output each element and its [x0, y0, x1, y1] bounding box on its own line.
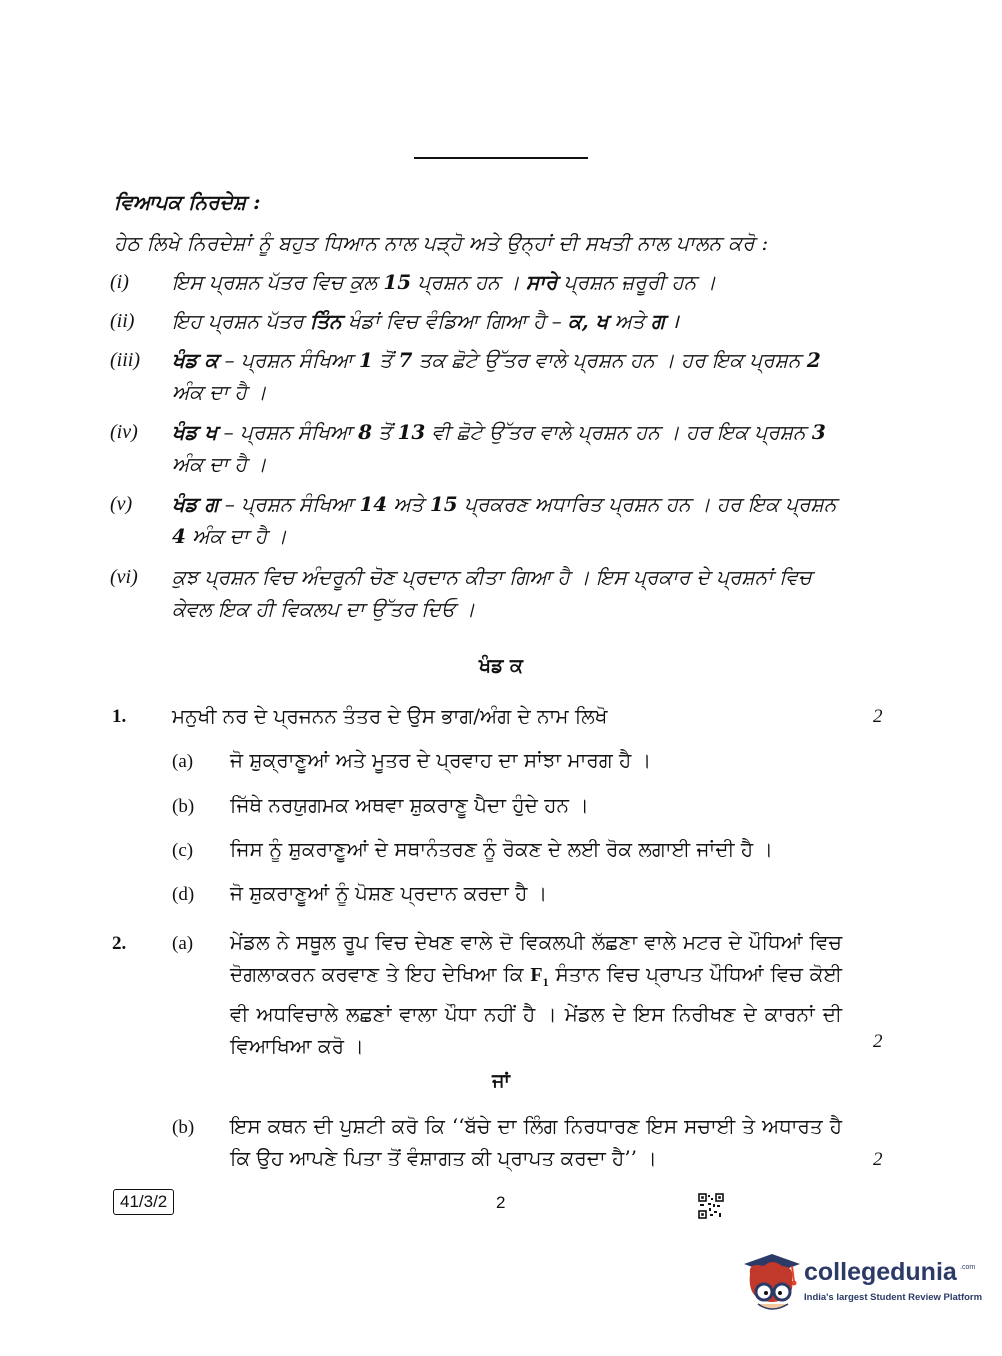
sub-question-label: (a) [172, 751, 194, 772]
question-number: 1. [112, 706, 127, 727]
instruction-number: (iii) [110, 349, 140, 371]
instruction-item [110, 416, 850, 480]
sub-question-text: ਜੋ ਸ਼ੁਕਰਾਣੂਆਂ ਨੂੰ ਪੋਸ਼ਣ ਪ੍ਰਦਾਨ ਕਰਦਾ ਹੈ । [230, 881, 548, 905]
top-rule [414, 157, 588, 159]
instruction-text: ਕੁਝ ਪ੍ਰਸ਼ਨ ਵਿਚ ਅੰਦਰੂਨੀ ਚੋਣ ਪ੍ਰਦਾਨ ਕੀਤਾ ਗਿਆ ਹੈ । ਇਸ ਪ੍ਰਕਾਰ ਦੇ ਪ੍ਰਸ਼ਨਾਂ ਵਿਚ ਕੇਵਲ ਇਕ ਹੀ ਵਿਕਲਪ ਦਾ ਉੱਤਰ ਦਿਓ । [172, 565, 812, 621]
question-marks: 2 [873, 1149, 883, 1170]
sub-question-label: (c) [172, 840, 194, 861]
sub-question-label: (a) [172, 933, 194, 954]
sub-question-text: ਜਿੱਥੇ ਨਰਯੁਗਮਕ ਅਥਵਾ ਸ਼ੁਕਰਾਣੂ ਪੈਦਾ ਹੁੰਦੇ ਹਨ । [230, 793, 589, 817]
sub-question-text: ਮੇਂਡਲ ਨੇ ਸਥੂਲ ਰੂਪ ਵਿਚ ਦੇਖਣ ਵਾਲੇ ਦੋ ਵਿਕਲਪੀ ਲੱਛਣਾ ਵਾਲੇ ਮਟਰ ਦੇ ਪੌਧਿਆਂ ਵਿਚ ਦੋਗਲਾਕਰਨ ਕਰਵਾਣ ਤੇ ਇਹ ਦੇਖਿਆ ਕਿ $F_1$ ਸੰਤਾਨ ਵਿਚ ਪ੍ਰਾਪਤ ਪੌਧਿਆਂ ਵਿਚ ਕੋਈ ਵੀ ਅਧਵਿਚਾਲੇ ਲਛਣਾਂ ਵਾਲਾ ਪੌਧਾ ਨਹੀਂ ਹੈ । ਮੇਂਡਲ ਦੇ ਇਸ ਨਿਰੀਖਣ ਦੇ ਕਾਰਨਾਂ ਦੀ ਵਿਆਖਿਆ ਕਰੋ । [230, 930, 842, 1058]
instruction-text: ਖੰਡ ਖ – ਪ੍ਰਸ਼ਨ ਸੰਖਿਆ 8 ਤੋਂ 13 ਵੀ ਛੋਟੇ ਉੱਤਰ ਵਾਲੇ ਪ੍ਰਸ਼ਨ ਹਨ । ਹਰ ਇਕ ਪ੍ਰਸ਼ਨ 3 ਅੰਕ ਦਾ ਹੈ । [172, 420, 826, 476]
or-separator: ਜਾਂ [492, 1070, 510, 1092]
instruction-number: (ii) [110, 310, 135, 332]
instruction-number: (iv) [110, 421, 138, 443]
logo-wordmark: collegedunia [804, 1258, 957, 1286]
sub-question-text: ਜਿਸ ਨੂੰ ਸ਼ੁਕਰਾਣੂਆਂ ਦੇ ਸਥਾਨੰਤਰਣ ਨੂੰ ਰੋਕਣ ਦੇ ਲਈ ਰੋਕ ਲਗਾਈ ਜਾਂਦੀ ਹੈ । [230, 837, 773, 861]
paper-code: 41/3/2 [113, 1189, 174, 1215]
question-text: ਮਨੁਖੀ ਨਰ ਦੇ ਪ੍ਰਜਨਨ ਤੰਤਰ ਦੇ ਉਸ ਭਾਗ/ਅੰਗ ਦੇ ਨਾਮ ਲਿਖੋ [172, 704, 608, 728]
question-marks: 2 [873, 706, 883, 727]
instructions-heading: ਵਿਆਪਕ ਨਿਰਦੇਸ਼ : [114, 190, 261, 214]
sub-question-label: (b) [172, 796, 195, 817]
sub-question-label: (d) [172, 884, 195, 905]
instruction-item [110, 344, 850, 408]
question-number: 2. [112, 933, 127, 954]
qr-code-icon [698, 1193, 724, 1219]
sub-question-label: (b) [172, 1117, 195, 1138]
instruction-number: (i) [110, 271, 129, 293]
instruction-text: ਖੰਡ ਕ – ਪ੍ਰਸ਼ਨ ਸੰਖਿਆ 1 ਤੋਂ 7 ਤਕ ਛੋਟੇ ਉੱਤਰ ਵਾਲੇ ਪ੍ਰਸ਼ਨ ਹਨ । ਹਰ ਇਕ ਪ੍ਰਸ਼ਨ 2 ਅੰਕ ਦਾ ਹੈ । [172, 348, 821, 404]
instruction-number: (v) [110, 493, 133, 515]
instruction-text: ਇਸ ਪ੍ਰਸ਼ਨ ਪੱਤਰ ਵਿਚ ਕੁਲ 15 ਪ੍ਰਸ਼ਨ ਹਨ । ਸਾਰੇ ਪ੍ਰਸ਼ਨ ਜ਼ਰੂਰੀ ਹਨ । [172, 270, 717, 294]
instructions-lead: ਹੇਠ ਲਿਖੇ ਨਿਰਦੇਸ਼ਾਂ ਨੂੰ ਬਹੁਤ ਧਿਆਨ ਨਾਲ ਪੜ੍ਹੋ ਅਤੇ ਉਨ੍ਹਾਂ ਦੀ ਸਖਤੀ ਨਾਲ ਪਾਲਨ ਕਰੋ : [114, 231, 769, 255]
sub-question-text: ਜੋ ਸ਼ੁਕ੍ਰਾਣੂਆਂ ਅਤੇ ਮੂਤਰ ਦੇ ਪ੍ਰਵਾਹ ਦਾ ਸਾਂਝਾ ਮਾਰਗ ਹੈ । [230, 748, 652, 772]
instruction-item [110, 266, 850, 298]
sub-question-text: ਇਸ ਕਥਨ ਦੀ ਪੁਸ਼ਟੀ ਕਰੋ ਕਿ ‘‘ਬੱਚੇ ਦਾ ਲਿੰਗ ਨਿਰਧਾਰਣ ਇਸ ਸਚਾਈ ਤੇ ਅਧਾਰਤ ਹੈ ਕਿ ਉਹ ਆਪਣੇ ਪਿਤਾ ਤੋਂ ਵੰਸ਼ਾਗਤ ਕੀ ਪ੍ਰਾਪਤ ਕਰਦਾ ਹੈ’’ । [230, 1114, 842, 1170]
section-title: ਖੰਡ ਕ [479, 655, 523, 677]
collegedunia-logo [742, 1252, 983, 1322]
question-marks: 2 [873, 1031, 883, 1052]
instruction-text: ਇਹ ਪ੍ਰਸ਼ਨ ਪੱਤਰ ਤਿੰਨ ਖੰਡਾਂ ਵਿਚ ਵੰਡਿਆ ਗਿਆ ਹੈ – ਕ, ਖ ਅਤੇ ਗ । [172, 309, 679, 333]
instruction-item [110, 561, 850, 625]
mascot-icon [742, 1252, 802, 1318]
instruction-text: ਖੰਡ ਗ – ਪ੍ਰਸ਼ਨ ਸੰਖਿਆ 14 ਅਤੇ 15 ਪ੍ਰਕਰਣ ਅਧਾਰਿਤ ਪ੍ਰਸ਼ਨ ਹਨ । ਹਰ ਇਕ ਪ੍ਰਸ਼ਨ 4 ਅੰਕ ਦਾ ਹੈ । [172, 492, 837, 548]
logo-tagline: India's largest Student Review Platform [804, 1292, 983, 1303]
page-number: 2 [496, 1193, 506, 1212]
instruction-number: (vi) [110, 566, 138, 588]
logo-dotcom: .com [960, 1264, 976, 1271]
instruction-item [110, 305, 850, 337]
instruction-item [110, 488, 850, 552]
